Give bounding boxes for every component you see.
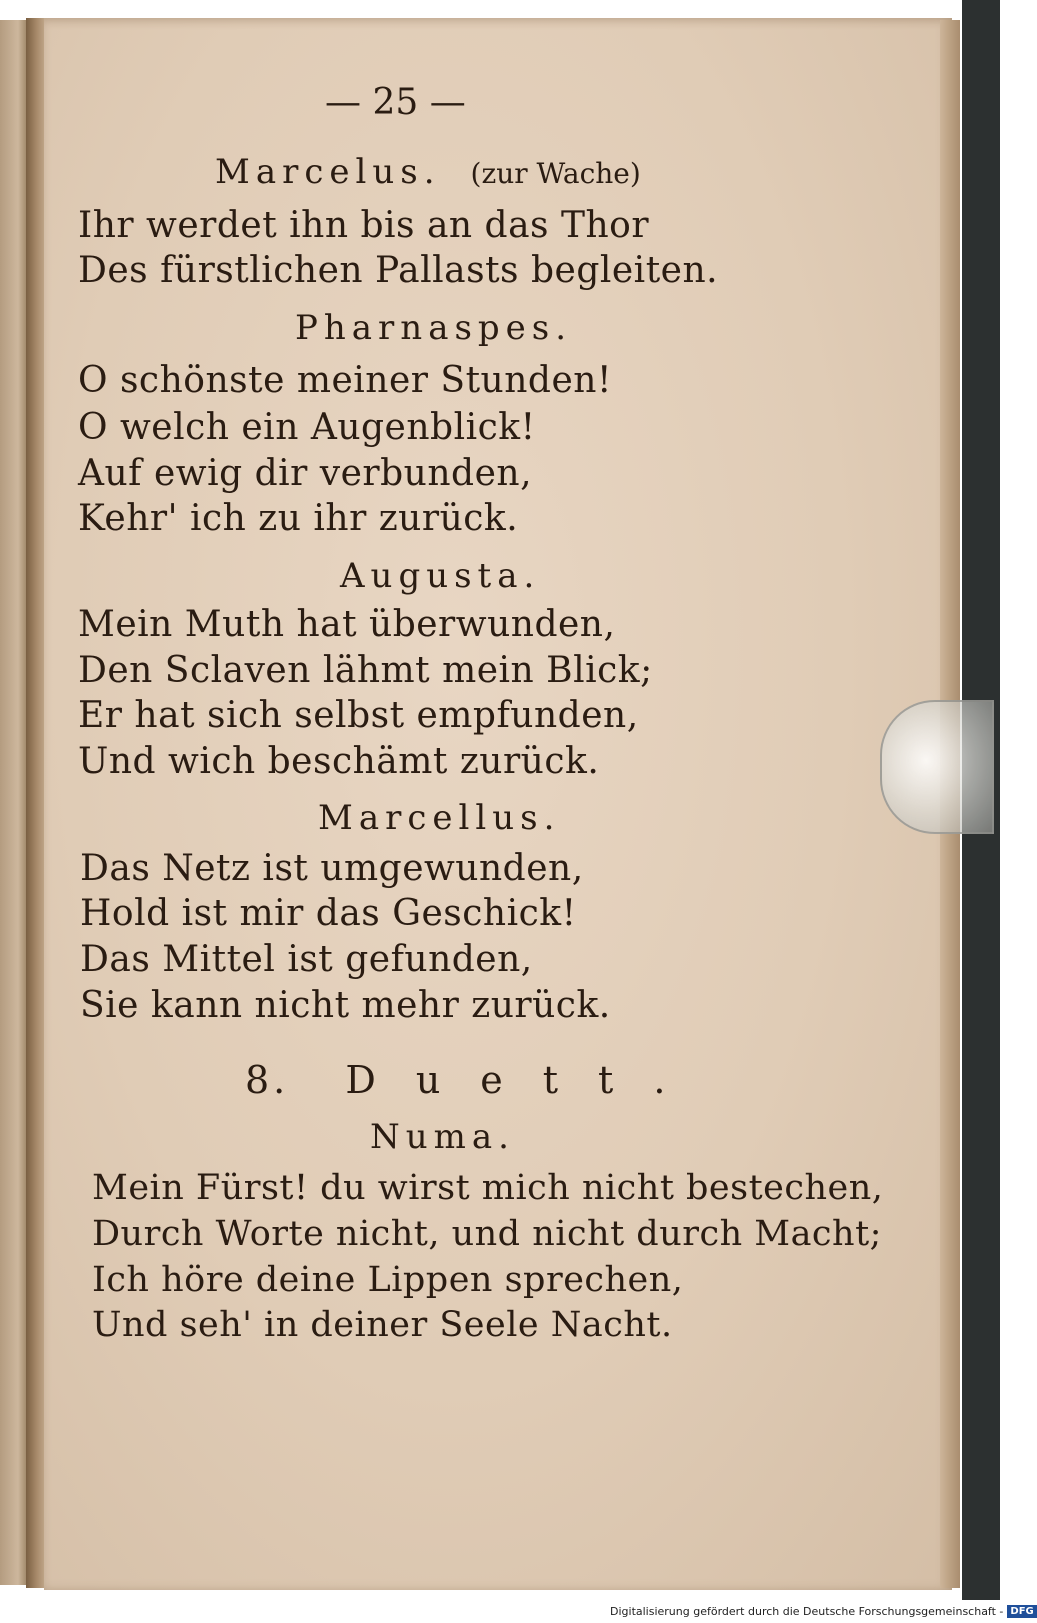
verse-line: Mein Muth hat überwunden, bbox=[78, 604, 616, 645]
page-clip bbox=[880, 700, 994, 834]
verse-line: Er hat sich selbst empfunden, bbox=[78, 695, 639, 736]
verse-line: Und wich beschämt zurück. bbox=[78, 741, 600, 782]
footer-text: Digitalisierung gefördert durch die Deutsche Forschungsgemeinschaft - bbox=[610, 1604, 1004, 1618]
section-heading bbox=[245, 1058, 705, 1102]
verse-line: O schönste meiner Stunden! bbox=[78, 360, 612, 401]
verse-line: Ich höre deine Lippen sprechen, bbox=[92, 1260, 684, 1300]
verse-line: Hold ist mir das Geschick! bbox=[80, 893, 577, 934]
verse-line: Des fürstlichen Pallasts begleiten. bbox=[78, 250, 719, 291]
section-number: 8. bbox=[245, 1058, 290, 1102]
verse-line: Mein Fürst! du wirst mich nicht bestechen, bbox=[92, 1168, 884, 1208]
section-title: Duett. bbox=[345, 1058, 706, 1102]
verse-line: O welch ein Augenblick! bbox=[78, 407, 536, 448]
verse-line: Ihr werdet ihn bis an das Thor bbox=[78, 205, 650, 246]
verse-line: Kehr' ich zu ihr zurück. bbox=[78, 498, 519, 539]
speaker-name: Numa. bbox=[370, 1117, 515, 1157]
verse-line: Sie kann nicht mehr zurück. bbox=[80, 985, 611, 1026]
verse-line: Durch Worte nicht, und nicht durch Macht; bbox=[92, 1214, 882, 1254]
dfg-logo: DFG bbox=[1007, 1605, 1036, 1618]
speaker-name bbox=[215, 152, 641, 192]
verse-line: Den Sclaven lähmt mein Blick; bbox=[78, 650, 653, 691]
stage-direction: (zur Wache) bbox=[470, 157, 641, 190]
verse-line: Auf ewig dir verbunden, bbox=[78, 453, 533, 494]
page-number: — 25 — bbox=[325, 82, 466, 123]
speaker-name: Augusta. bbox=[340, 556, 541, 596]
speaker-name: Marcellus. bbox=[318, 798, 561, 838]
digitization-footer bbox=[610, 1601, 1034, 1621]
verse-line: Das Netz ist umgewunden, bbox=[80, 848, 584, 889]
speaker-name: Pharnaspes. bbox=[295, 308, 573, 348]
verse-line: Das Mittel ist gefunden, bbox=[80, 939, 533, 980]
speaker-label: Marcelus. bbox=[215, 152, 441, 192]
verse-line: Und seh' in deiner Seele Nacht. bbox=[92, 1305, 673, 1345]
